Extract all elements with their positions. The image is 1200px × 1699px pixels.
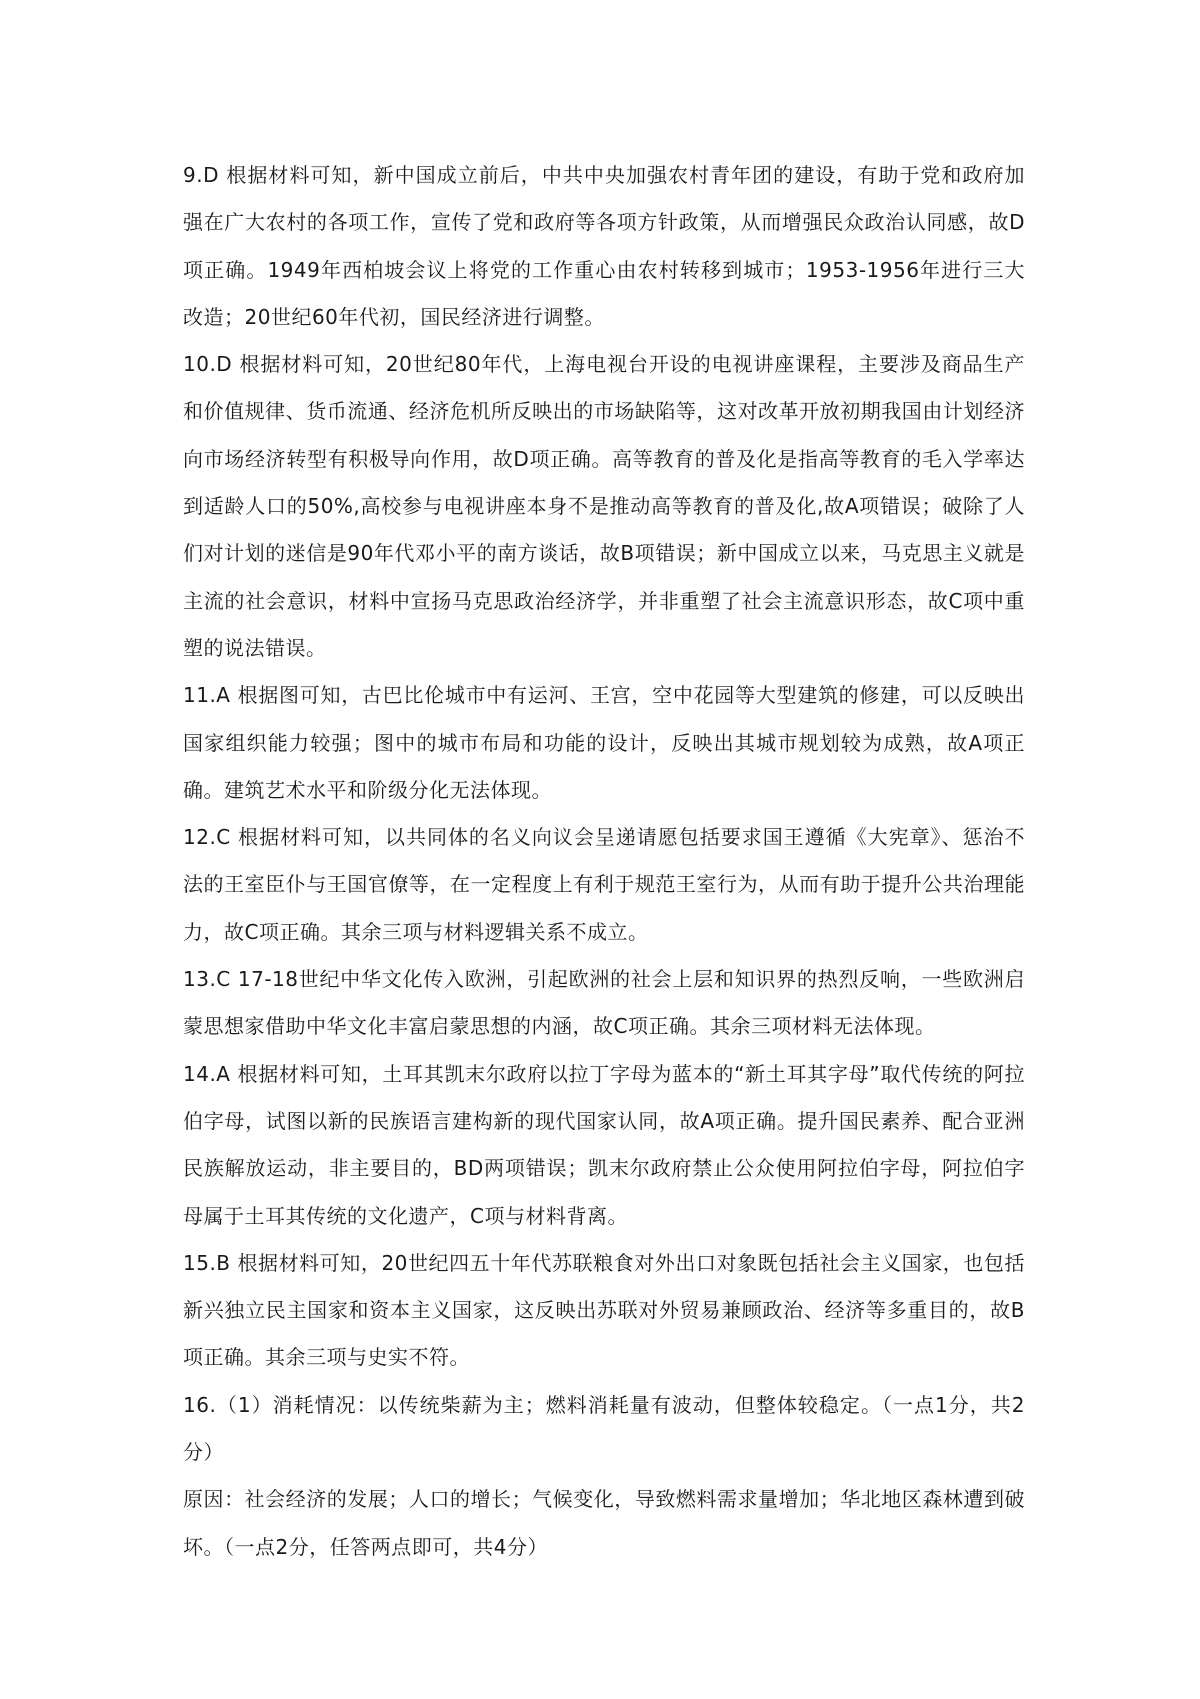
answer-item-12: 12.C 根据材料可知，以共同体的名义向议会呈递请愿包括要求国王遵循《大宪章》、惩治不法的王室臣仆与王国官僚等，在一定程度上有利于规范王室行为，从而有助于提升公共治理能力，故C项正确。其余三项与材料逻辑关系不成立。: [183, 825, 1025, 944]
answer-item-13: 13.C 17-18世纪中华文化传入欧洲，引起欧洲的社会上层和知识界的热烈反响，一些欧洲启蒙思想家借助中华文化丰富启蒙思想的内涵，故C项正确。其余三项材料无法体现。: [183, 967, 1025, 1039]
answer-text-body: [183, 152, 1025, 1571]
answer-item-15: 15.B 根据材料可知，20世纪四五十年代苏联粮食对外出口对象既包括社会主义国家，也包括新兴独立民主国家和资本主义国家，这反映出苏联对外贸易兼顾政治、经济等多重目的，故B项正确。其余三项与史实不符。: [183, 1250, 1025, 1370]
answer-item-16-part-1: 16.（1）消耗情况：以传统柴薪为主；燃料消耗量有波动，但整体较稳定。（一点1分，共2分）: [183, 1392, 1025, 1465]
answer-item-14: 14.A 根据材料可知，土耳其凯末尔政府以拉丁字母为蓝本的“新土耳其字母”取代传统的阿拉伯字母，试图以新的民族语言建构新的现代国家认同，故A项正确。提升国民素养、配合亚洲民族解放运动，非主要目的，BD两项错误；凯末尔政府禁止公众使用阿拉伯字母，阿拉伯字母属于土耳其传统的文化遗产，C项与材料背离。: [183, 1061, 1025, 1228]
answer-item-16-reasons: 原因：社会经济的发展；人口的增长；气候变化，导致燃料需求量增加；华北地区森林遭到破坏。（一点2分，任答两点即可，共4分）: [183, 1487, 1025, 1559]
answer-item-11: 11.A 根据图可知，古巴比伦城市中有运河、王宫，空中花园等大型建筑的修建，可以反映出国家组织能力较强；图中的城市布局和功能的设计，反映出其城市规划较为成熟，故A项正确。建筑艺术水平和阶级分化无法体现。: [183, 683, 1025, 802]
answer-item-10: 10.D 根据材料可知，20世纪80年代，上海电视台开设的电视讲座课程，主要涉及商品生产和价值规律、货币流通、经济危机所反映出的市场缺陷等，这对改革开放初期我国由计划经济向市场经济转型有积极导向作用，故D项正确。高等教育的普及化是指高等教育的毛入学率达到适龄人口的50%,高校参与电视讲座本身不是推动高等教育的普及化,故A项错误；破除了人们对计划的迷信是90年代邓小平的南方谈话，故B项错误；新中国成立以来，马克思主义就是主流的社会意识，材料中宣扬马克思政治经济学，并非重塑了社会主流意识形态，故C项中重塑的说法错误。: [183, 352, 1025, 660]
answer-item-9: 9.D 根据材料可知，新中国成立前后，中共中央加强农村青年团的建设，有助于党和政府加强在广大农村的各项工作，宣传了党和政府等各项方针政策，从而增强民众政治认同感，故D项正确。1949年西柏坡会议上将党的工作重心由农村转移到城市；1953-1956年进行三大改造；20世纪60年代初，国民经济进行调整。: [183, 163, 1025, 329]
